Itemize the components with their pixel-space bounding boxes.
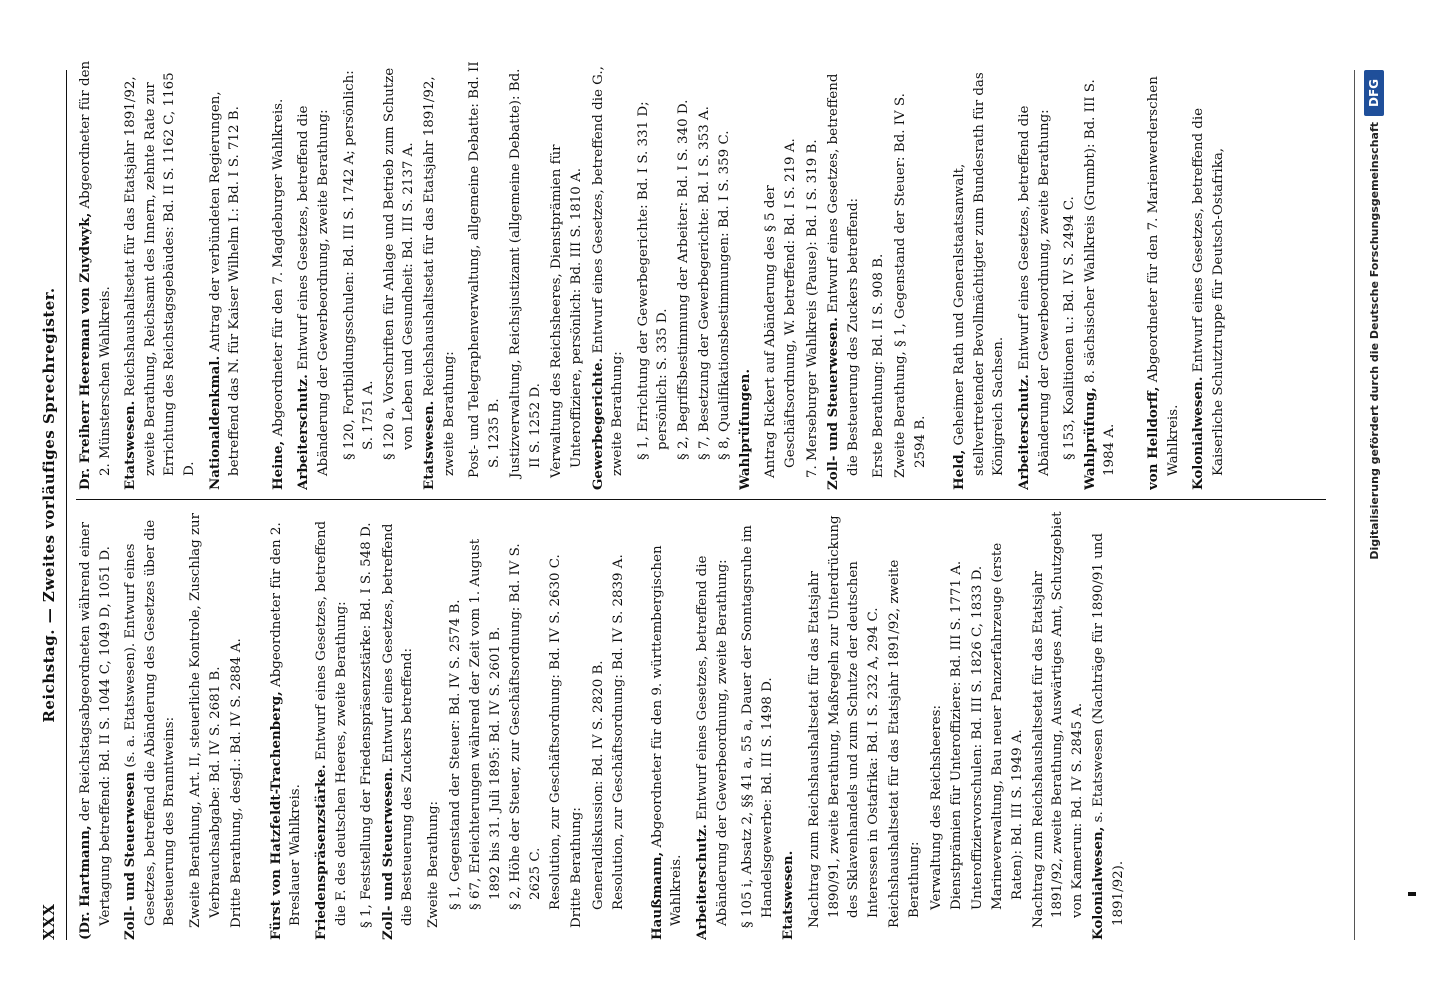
entry-text: Antrag der verbündeten Regierungen, betreffend das N. für Kaiser Wilhelm I.: Bd. I S. 712 B.	[207, 91, 243, 476]
register-subentry: Erste Berathung: Bd. II S. 908 B.	[871, 253, 887, 478]
page-title: Reichstag. — Zweites vorläufiges Sprechregister.	[40, 287, 58, 723]
entry-text: Entwurf eines Gesetzes, betreffend die Abänderung der Gewerbeordnung, zweite Berathung:	[1016, 105, 1052, 476]
entry-heading: Etatswesen.	[420, 400, 437, 490]
register-entry	[779, 510, 799, 940]
section-gap	[249, 510, 267, 940]
entry-text: Entwurf eines Gesetzes, betreffend die Abänderung der Gewerbeordnung, zweite Berathung:	[296, 105, 331, 476]
entry-heading: Nationaldenkmal.	[206, 355, 223, 490]
left-column	[76, 510, 1326, 940]
section-gap	[932, 60, 950, 490]
entry-heading: Held,	[951, 449, 968, 490]
entry-text: Entwurf eines Gesetzes, betreffend die G., zweite Berathung:	[590, 66, 626, 476]
section-gap	[1126, 60, 1144, 490]
register-subentry: § 1, Feststellung der Friedenspräsenzstärke: Bd. I S. 548 D.	[359, 522, 375, 928]
footer-rule	[1354, 70, 1355, 940]
register-entry	[206, 60, 245, 490]
page-header	[40, 70, 64, 940]
digitization-notice: Digitalisierung gefördert durch die Deutsche Forschungsgemeinschaft	[1368, 122, 1381, 560]
dfg-logo: DFG	[1364, 70, 1384, 116]
register-entry	[121, 60, 199, 490]
entry-heading: Arbeiterschutz.	[1015, 374, 1032, 490]
register-subsubentry: § 2, Begriffsbestimmung der Arbeiter: Bd. I S. 340 D.	[676, 99, 692, 460]
page-number: XXX	[40, 903, 58, 940]
entry-heading: Zoll- und Steuerwesen.	[825, 317, 842, 490]
register-entry	[294, 60, 333, 490]
entry-heading: Zoll- und Steuerwesen.	[379, 767, 396, 940]
register-subentry: 7. Merseburger Wahlkreis (Pause): Bd. I S. 319 B.	[804, 139, 820, 478]
header-rule	[66, 70, 67, 940]
entry-heading: Zoll- und Steuerwesen	[122, 771, 139, 940]
entry-heading: Etatswesen.	[780, 850, 797, 940]
entry-heading: (Dr. Hartmann,	[77, 825, 93, 940]
register-subsubentry: Resolution, zur Geschäftsordnung: Bd. IV S. 2839 A.	[611, 554, 627, 910]
register-subsubentry: Verwaltung des Reichsheeres:	[928, 704, 944, 910]
register-subsubentry: § 7, Besetzung der Gewerbegerichte: Bd. I S. 353 A.	[696, 106, 712, 460]
entry-heading: Etatswesen.	[122, 400, 139, 490]
register-subentry: Justizverwaltung, Reichsjustizamt (allgemeine Debatte): Bd. II S. 1252 D.	[508, 68, 543, 478]
entry-text: Abgeordneter für den 9. württembergischen Wahlkreis.	[649, 545, 685, 926]
register-entry	[420, 60, 459, 490]
register-entry	[736, 60, 756, 490]
register-entry	[1015, 60, 1054, 490]
section-gap	[630, 510, 648, 940]
entry-text: Entwurf eines Gesetzes, betreffend die Besteuerung des Zuckers betreffend:	[826, 73, 861, 476]
register-subsubentry: Dienstprämien für Unteroffiziere: Bd. III S. 1771 A.	[949, 560, 965, 910]
register-subsubentry: § 120, Fortbildungsschulen: Bd. III S. 1742 A; persönlich: S. 1751 A.	[341, 70, 377, 460]
entry-text: Reichshaushaltsetat für das Etatsjahr 1891/92, zweite Berathung:	[421, 76, 457, 476]
entry-heading: Kolonialwesen,	[1090, 826, 1107, 940]
register-entry	[950, 60, 1009, 490]
section-gap	[251, 60, 269, 490]
register-entry	[121, 510, 180, 940]
entry-text: 8. sächsischer Wahlkreis (Grumbt): Bd. III S. 1984 A.	[1082, 79, 1118, 476]
entry-text: Entwurf eines Gesetzes, betreffend die Abänderung der Gewerbeordnung, zweite Berathung:	[695, 555, 730, 926]
register-subentry: § 105 i, Absatz 2, §§ 41 a, 55 a, Dauer der Sonntagsruhe im Handelsgewerbe: Bd. III S. 1498 D.	[740, 525, 775, 928]
register-subsubentry: § 8, Qualifikationsbestimmungen: Bd. I S. 359 C.	[717, 130, 733, 460]
register-subsubentry: § 1, Gegenstand der Steuer: Bd. IV S. 2574 B.	[447, 599, 463, 910]
register-entry	[1081, 60, 1120, 490]
entry-heading: Wahlprüfungen.	[736, 368, 753, 490]
register-entry	[824, 60, 863, 490]
entry-text: s. Etatswesen (Nachträge für 1890/91 und 1891/92).	[1091, 532, 1126, 926]
register-subsubentry: § 153, Koalitionen u.: Bd. IV S. 2494 C.	[1062, 196, 1078, 460]
entry-heading: Arbeiterschutz.	[295, 374, 312, 490]
entry-text: Abgeordneter für den 2. Münsterschen Wahlkreis.	[78, 60, 113, 476]
entry-text: Entwurf eines Gesetzes, betreffend die Kaiserliche Schutztruppe für Deutsch-Ostafrika,	[1191, 107, 1226, 476]
entry-heading: Arbeiterschutz.	[694, 824, 711, 940]
register-subsubentry: Generaldiskussion: Bd. IV S. 2820 B.	[590, 660, 606, 910]
register-subentry: Dritte Berathung, desgl.: Bd. IV S. 2884 A.	[229, 638, 245, 928]
register-subsubentry: § 120 a, Vorschriften für Anlage und Betrieb zum Schutze von Leben und Gesundheit: Bd. III S. 2137 A.	[381, 67, 417, 460]
entry-heading: Haußmann,	[648, 851, 665, 940]
entry-heading: Fürst von Hatzfeldt-Trachenberg,	[267, 691, 284, 940]
register-subentry: Antrag Rickert auf Abänderung des § 5 der Geschäftsordnung, W. betreffend: Bd. I S. 219 A.	[763, 138, 798, 478]
register-subentry: Zweite Berathung, § 1, Gegenstand der Steuer: Bd. IV S. 2594 B.	[892, 93, 928, 478]
column-divider	[76, 499, 1326, 500]
entry-heading: Kolonialwesen.	[1190, 376, 1207, 490]
entry-heading: Heine,	[269, 440, 286, 490]
register-entry	[693, 510, 732, 940]
entry-text: Entwurf eines Gesetzes, betreffend die Besteuerung des Zuckers betreffend:	[380, 523, 416, 926]
right-column	[76, 60, 1326, 490]
entry-text: Geheimer Rath und Generalstaatsanwalt, stellvertretender Bevollmächtigter zum Bundesrath für das Königreich Sachsen.	[952, 72, 1007, 476]
register-subsubentry: § 67, Erleichterungen während der Zeit vom 1. August 1892 bis 31. Juli 1895: Bd. IV S. 2601 B.	[468, 538, 503, 910]
register-subentry: Nachtrag zum Reichshaushaltsetat für das Etatsjahr 1890/91, zweite Berathung, Maßregeln zur Unterdrückung des Sklavenhandels und zum Schutze der deutschen Interessen in Ostafrika: Bd. I S. 232 A, 294 C.	[807, 515, 881, 928]
register-entry	[267, 510, 306, 940]
register-entry	[76, 510, 115, 940]
register-entry	[312, 510, 351, 940]
register-entry	[1089, 510, 1128, 940]
register-subentry: Zweite Berathung, Art. II, steuerliche Kontrole, Zuschlag zur Verbrauchsabgabe: Bd. IV S. 2681 B.	[187, 512, 223, 928]
entry-text: Abgeordneter für den 7. Magdeburger Wahlkreis.	[270, 98, 286, 437]
register-subentry: Post- und Telegraphenverwaltung, allgemeine Debatte: Bd. II S. 1235 B.	[467, 61, 502, 478]
entry-heading: Wahlprüfung,	[1081, 387, 1098, 490]
register-subsubentry: Unteroffiziervorschulen: Bd. III S. 1826 C, 1833 D.	[969, 565, 985, 910]
register-entry	[76, 60, 115, 490]
entry-heading: Gewerbegerichte.	[589, 357, 606, 490]
entry-text: Abgeordneter für den 7. Marienwerderschen Wahlkreis.	[1145, 76, 1181, 476]
register-subentry: Reichshaushaltsetat für das Etatsjahr 1891/92, zweite Berathung:	[887, 559, 922, 928]
register-subsubentry: § 2, Höhe der Steuer, zur Geschäftsordnung: Bd. IV S. 2625 C.	[508, 543, 543, 910]
register-entry	[1144, 60, 1183, 490]
entry-text: Entwurf eines Gesetzes, betreffend die F. des deutschen Heeres, zweite Berathung:	[313, 520, 349, 926]
entry-heading: Friedenspräsenzstärke.	[312, 764, 329, 940]
entry-heading: Dr. Freiherr Heereman von Zuydwyk,	[77, 212, 93, 490]
register-entry	[269, 60, 289, 490]
register-entry	[1189, 60, 1228, 490]
entry-heading: von Helldorff,	[1144, 386, 1161, 490]
register-subsubentry: Marineverwaltung, Bau neuer Panzerfahrzeuge (erste Raten): Bd. III S. 1949 A.	[990, 542, 1025, 910]
register-subentry: Verwaltung des Reichsheeres, Dienstprämien für Unteroffiziere, persönlich: Bd. III S. 1810 A.	[549, 144, 585, 478]
register-entry	[379, 510, 418, 940]
register-entry	[648, 510, 687, 940]
register-subsubentry: Resolution, zur Geschäftsordnung: Bd. IV S. 2630 C.	[548, 554, 564, 910]
digitization-footer	[1350, 70, 1410, 940]
entry-text: Abgeordneter für den 2. Breslauer Wahlkreis.	[268, 522, 304, 926]
register-entry	[589, 60, 628, 490]
register-subentry: Nachtrag zum Reichshaushaltsetat für das Etatsjahr 1891/92, zweite Berathung, Auswärtiges Amt, Schutzgebiet von Kamerun: Bd. IV S. 2845 A.	[1030, 511, 1085, 928]
register-subentry: Zweite Berathung:	[425, 800, 441, 928]
entry-text: der Reichstagsabgeordneten während einer Vertagung betreffend: Bd. II S. 1044 C, 1049 D, 1051 D.	[78, 522, 113, 926]
scan-mark	[1408, 892, 1416, 896]
register-subsubentry: § 1, Errichtung der Gewerbegerichte: Bd. I S. 331 D; persönlich: S. 335 D.	[635, 101, 671, 460]
entry-text: (s. a. Etatswesen). Entwurf eines Gesetzes, betreffend die Abänderung des Gesetzes über die Besteuerung des Branntweins:	[123, 519, 178, 926]
entry-text: Reichshaushaltsetat für das Etatsjahr 1891/92, zweite Berathung, Reichsamt des Innern, zehnte Rate zur Errichtung des Reichstagsgebäudes: Bd. II S. 1162 C, 1165 D.	[123, 72, 197, 476]
register-subentry: Dritte Berathung:	[569, 807, 585, 928]
